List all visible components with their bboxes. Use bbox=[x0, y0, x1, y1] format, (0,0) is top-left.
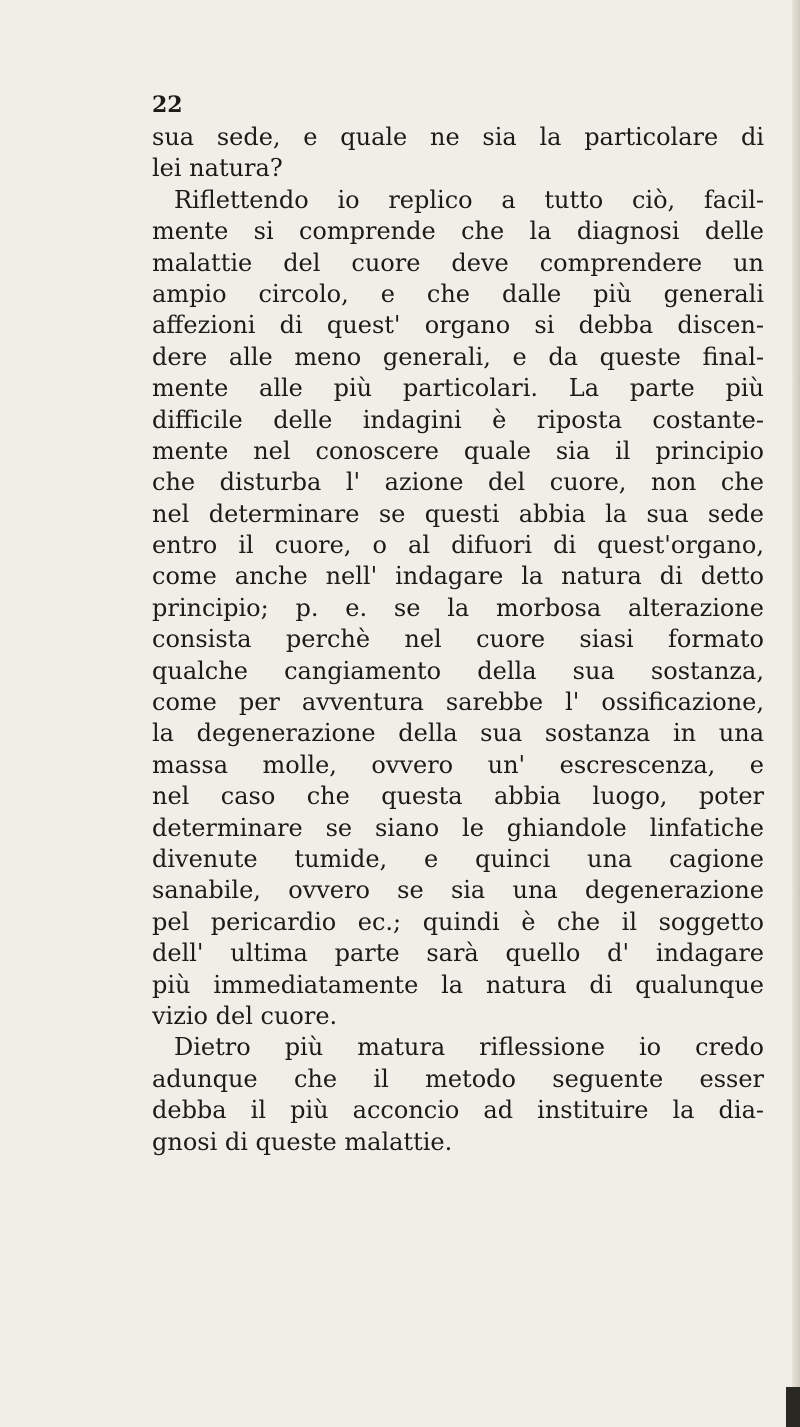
text-line: nel caso che questa abbia luogo, poter bbox=[152, 782, 764, 811]
text-line: sua sede, e quale ne sia la particolare di bbox=[152, 123, 764, 151]
page-number: 22 bbox=[152, 92, 183, 118]
page-corner-dark bbox=[786, 1387, 800, 1427]
page-edge-shadow bbox=[792, 0, 800, 1427]
text-line: lei natura? bbox=[152, 154, 283, 183]
text-line: mente alle più particolari. La parte più bbox=[152, 374, 764, 403]
text-line: debba il più acconcio ad instituire la dia- bbox=[152, 1096, 764, 1125]
text-line: mente si comprende che la diagnosi delle bbox=[152, 217, 764, 246]
text-line: principio; p. e. se la morbosa alterazione bbox=[152, 593, 764, 622]
text-line: Riflettendo io replico a tutto ciò, facil- bbox=[174, 185, 764, 214]
text-line: qualche cangiamento della sua sostanza, bbox=[152, 656, 764, 685]
text-line: che disturba l' azione del cuore, non che bbox=[152, 468, 764, 497]
body-text bbox=[152, 122, 764, 1158]
text-line: pel pericardio ec.; quindi è che il soggetto bbox=[152, 907, 764, 936]
text-line: gnosi di queste malattie. bbox=[152, 1127, 453, 1156]
text-line: vizio del cuore. bbox=[152, 1001, 338, 1030]
text-line: difficile delle indagini è riposta costante- bbox=[152, 405, 764, 434]
text-line: determinare se siano le ghiandole linfatiche bbox=[152, 813, 764, 842]
text-line: come per avventura sarebbe l' ossificazione, bbox=[152, 688, 764, 717]
text-line: Dietro più matura riflessione io credo bbox=[174, 1033, 764, 1062]
text-line: dell' ultima parte sarà quello d' indagare bbox=[152, 939, 764, 968]
text-line: malattie del cuore deve comprendere un bbox=[152, 248, 764, 277]
text-line: la degenerazione della sua sostanza in una bbox=[152, 719, 764, 748]
text-line: mente nel conoscere quale sia il principio bbox=[152, 436, 764, 465]
text-line: più immediatamente la natura di qualunque bbox=[152, 970, 764, 999]
text-line: divenute tumide, e quinci una cagione bbox=[152, 844, 764, 873]
text-line: adunque che il metodo seguente esser bbox=[152, 1064, 764, 1093]
text-line: entro il cuore, o al difuori di quest'organo, bbox=[152, 531, 764, 560]
text-line: massa molle, ovvero un' escrescenza, e bbox=[152, 750, 764, 779]
text-line: sanabile, ovvero se sia una degenerazione bbox=[152, 876, 764, 905]
text-line: dere alle meno generali, e da queste final- bbox=[152, 342, 764, 371]
text-line: affezioni di quest' organo si debba discen- bbox=[152, 311, 764, 340]
text-line: ampio circolo, e che dalle più generali bbox=[152, 279, 764, 308]
text-line: consista perchè nel cuore siasi formato bbox=[152, 625, 764, 654]
text-line: nel determinare se questi abbia la sua sede bbox=[152, 499, 764, 528]
text-line: come anche nell' indagare la natura di detto bbox=[152, 562, 764, 591]
